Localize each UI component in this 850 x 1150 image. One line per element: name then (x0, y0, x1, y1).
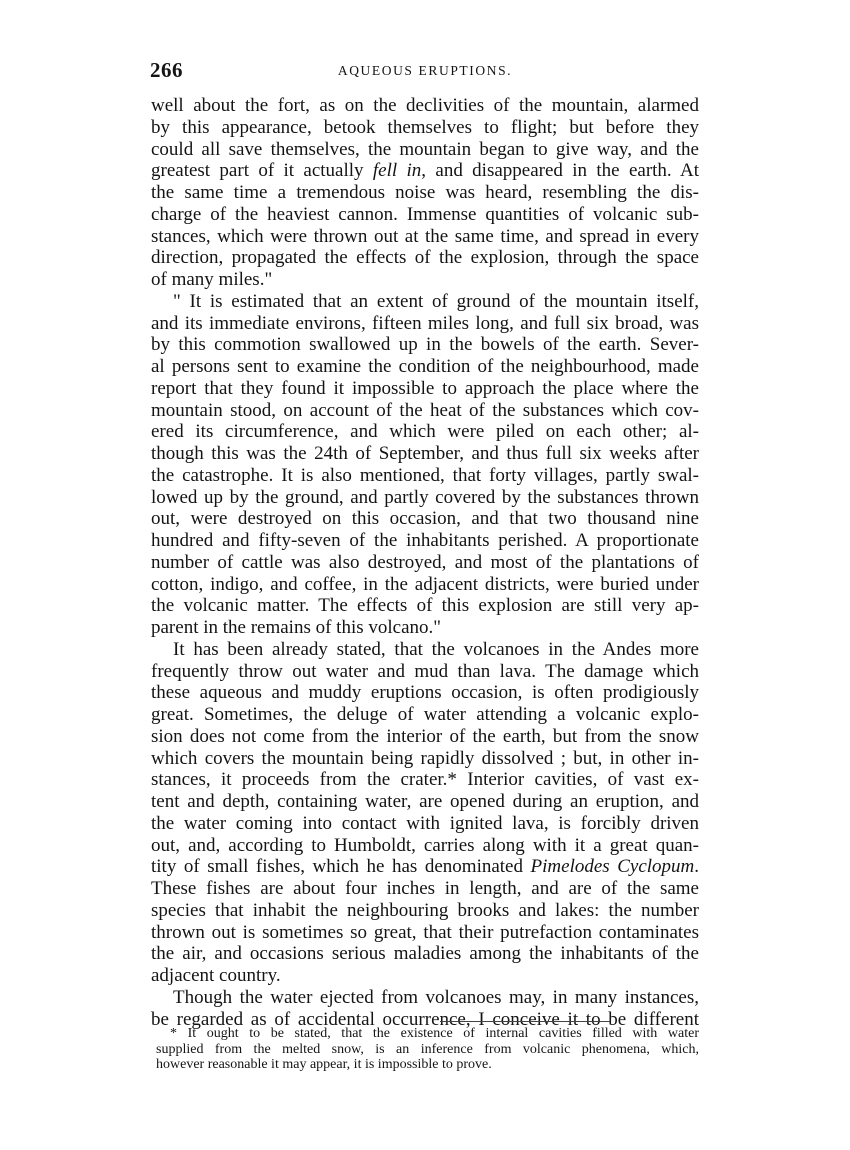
footnote-line: * It ought to be stated, that the existence of internal cavities filled with water (170, 1026, 699, 1041)
text-line: by this appearance, betook themselves to flight; but before they (151, 116, 699, 138)
body-text (151, 95, 699, 1030)
text-line: well about the fort, as on the declivities of the mountain, alarmed (151, 95, 699, 116)
footnote-line: however reasonable it may appear, it is impossible to prove. (156, 1057, 492, 1072)
text-line: stances, it proceeds from the crater.* Interior cavities, of vast ex- (151, 769, 699, 791)
text-line: frequently throw out water and mud than lava. The damage which (151, 660, 699, 682)
text-line: and its immediate environs, fifteen miles long, and full six broad, was (151, 312, 699, 334)
text-line: could all save themselves, the mountain began to give way, and the (151, 138, 699, 160)
text-line: which covers the mountain being rapidly dissolved ; but, in other in- (151, 747, 699, 769)
text-line: mountain stood, on account of the heat of the substances which cov- (151, 399, 699, 421)
text-line: by this commotion swallowed up in the bowels of the earth. Sever- (151, 334, 699, 356)
italic-text: Pimelodes Cyclopum (530, 856, 695, 878)
page-number: 266 (150, 58, 183, 82)
text-line: the air, and occasions serious maladies among the inhabitants of the (151, 943, 699, 965)
text-line: report that they found it impossible to approach the place where the (151, 377, 699, 399)
text-line: tent and depth, containing water, are opened during an eruption, and (151, 791, 699, 812)
text-line: thrown out is sometimes so great, that their putrefaction contaminates (151, 921, 699, 943)
text-line: sion does not come from the interior of the earth, but from the snow (151, 725, 699, 747)
footnote-divider (440, 1021, 610, 1022)
text-line: the water coming into contact with ignited lava, is forcibly driven (151, 812, 699, 834)
text-line: It has been already stated, that the volcanoes in the Andes more (173, 638, 699, 660)
text-line: stances, which were thrown out at the same time, and spread in every (151, 225, 699, 247)
text-line: charge of the heaviest cannon. Immense quantities of volcanic sub- (151, 203, 699, 225)
text-line: adjacent country. (151, 965, 281, 986)
text-line: these aqueous and muddy eruptions occasion, is often prodigiously (151, 682, 699, 704)
text-line: hundred and fifty-seven of the inhabitants perished. A proportionate (151, 530, 699, 551)
text-line: These fishes are about four inches in length, and are of the same (151, 878, 699, 899)
text-line: cotton, indigo, and coffee, in the adjacent districts, were buried under (151, 573, 699, 595)
text-line: the catastrophe. It is also mentioned, that forty villages, partly swal- (151, 464, 699, 486)
text-line: number of cattle was also destroyed, and most of the plantations of (151, 551, 699, 573)
text-line: great. Sometimes, the deluge of water attending a volcanic explo- (151, 704, 699, 725)
text-line: greatest part of it actually fell in, and disappeared in the earth. At (151, 160, 699, 182)
italic-text: fell in (372, 160, 422, 182)
text-line: out, were destroyed on this occasion, and that two thousand nine (151, 508, 699, 530)
footnote-line: supplied from the melted snow, is an inference from volcanic phenomena, which, (156, 1041, 699, 1057)
text-line: though this was the 24th of September, and thus full six weeks after (151, 443, 699, 464)
text-line: the volcanic matter. The effects of this explosion are still very ap- (151, 595, 699, 617)
text-line: of many miles." (151, 269, 273, 290)
text-line: parent in the remains of this volcano." (151, 617, 442, 638)
text-line: out, and, according to Humboldt, carries along with it a great quan- (151, 834, 699, 856)
page-header (150, 58, 700, 86)
footnote (156, 1026, 699, 1073)
text-line: tity of small fishes, which he has denominated Pimelodes Cyclopum. (151, 856, 700, 878)
text-line: ered its circumference, and which were piled on each other; al- (151, 421, 699, 443)
running-title: AQUEOUS ERUPTIONS. (337, 63, 513, 78)
text-line: the same time a tremendous noise was heard, resembling the dis- (151, 182, 699, 203)
text-line: be regarded as of accidental occurrence, I conceive it to be different (151, 1008, 699, 1030)
text-line: " It is estimated that an extent of ground of the mountain itself, (173, 290, 699, 312)
text-line: direction, propagated the effects of the explosion, through the space (151, 247, 699, 269)
text-line: Though the water ejected from volcanoes may, in many instances, (173, 986, 699, 1008)
text-line: species that inhabit the neighbouring brooks and lakes: the number (151, 899, 699, 921)
text-line: al persons sent to examine the condition of the neighbourhood, made (151, 356, 699, 377)
text-line: lowed up by the ground, and partly covered by the substances thrown (151, 486, 699, 508)
